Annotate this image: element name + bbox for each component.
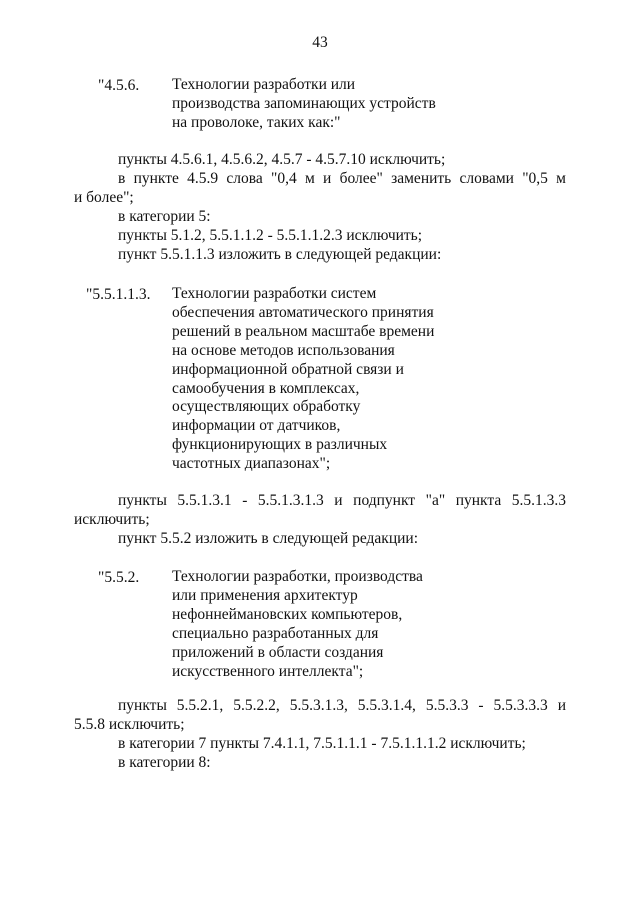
text-line: на основе методов использования — [172, 341, 395, 359]
text-line: производства запоминающих устройств — [172, 94, 436, 112]
paragraph-line: в категории 8: — [118, 754, 211, 771]
text-line: или применения архитектур — [172, 586, 358, 604]
text-line: самообучения в комплексах, — [172, 379, 360, 397]
paragraph-line: в категории 5: — [118, 208, 211, 225]
paragraph-line: пункт 5.5.1.1.3 изложить в следующей редакции: — [118, 246, 442, 263]
paragraph-line: в пункте 4.5.9 слова "0,4 м и более" заменить словами "0,5 м — [118, 170, 566, 187]
text-line: осуществляющих обработку — [172, 398, 361, 416]
page-number: 43 — [312, 34, 328, 51]
section-text-4-5-6 — [172, 76, 436, 133]
text-line: решений в реальном масштабе времени — [172, 322, 435, 340]
text-line: Технологии разработки или — [172, 76, 356, 93]
text-line: приложений в области создания — [172, 643, 384, 661]
paragraph-line: в категории 7 пункты 7.4.1.1, 7.5.1.1.1 - 7.5.1.1.1.2 исключить; — [118, 735, 526, 752]
text-line: информационной обратной связи и — [172, 360, 404, 378]
text-line: обеспечения автоматического принятия — [172, 303, 434, 321]
paragraph-line: пункты 5.1.2, 5.5.1.1.2 - 5.5.1.1.2.3 исключить; — [118, 227, 423, 244]
text-line: информации от датчиков, — [172, 417, 341, 435]
text-line: Технологии разработки, производства — [172, 568, 423, 585]
paragraph-line: пункты 5.5.2.1, 5.5.2.2, 5.5.3.1.3, 5.5.3.1.4, 5.5.3.3 - 5.5.3.3.3 и — [118, 697, 566, 714]
paragraph-line: исключить; — [74, 511, 150, 528]
paragraph-line: и более"; — [74, 189, 134, 206]
paragraph-line: пункты 4.5.6.1, 4.5.6.2, 4.5.7 - 4.5.7.10 исключить; — [118, 151, 446, 168]
text-line: нефоннеймановских компьютеров, — [172, 605, 403, 623]
text-line: Технологии разработки систем — [172, 285, 377, 302]
text-line: искусственного интеллекта"; — [172, 662, 364, 680]
paragraph-line: пункт 5.5.2 изложить в следующей редакции: — [118, 530, 419, 547]
text-line: частотных диапазонах"; — [172, 455, 331, 473]
section-number-4-5-6: "4.5.6. — [98, 77, 140, 94]
section-number-5-5-2: "5.5.2. — [98, 569, 140, 586]
paragraph-line: пункты 5.5.1.3.1 - 5.5.1.3.1.3 и подпункт "а" пункта 5.5.1.3.3 — [118, 492, 566, 509]
section-text-5-5-1-1-3 — [172, 285, 434, 474]
text-line: на проволоке, таких как:" — [172, 113, 341, 131]
paragraph-line: 5.5.8 исключить; — [74, 716, 185, 733]
text-line: функционирующих в различных — [172, 436, 388, 454]
section-text-5-5-2 — [172, 568, 423, 681]
section-number-5-5-1-1-3: "5.5.1.1.3. — [86, 286, 151, 303]
text-line: специально разработанных для — [172, 624, 379, 642]
